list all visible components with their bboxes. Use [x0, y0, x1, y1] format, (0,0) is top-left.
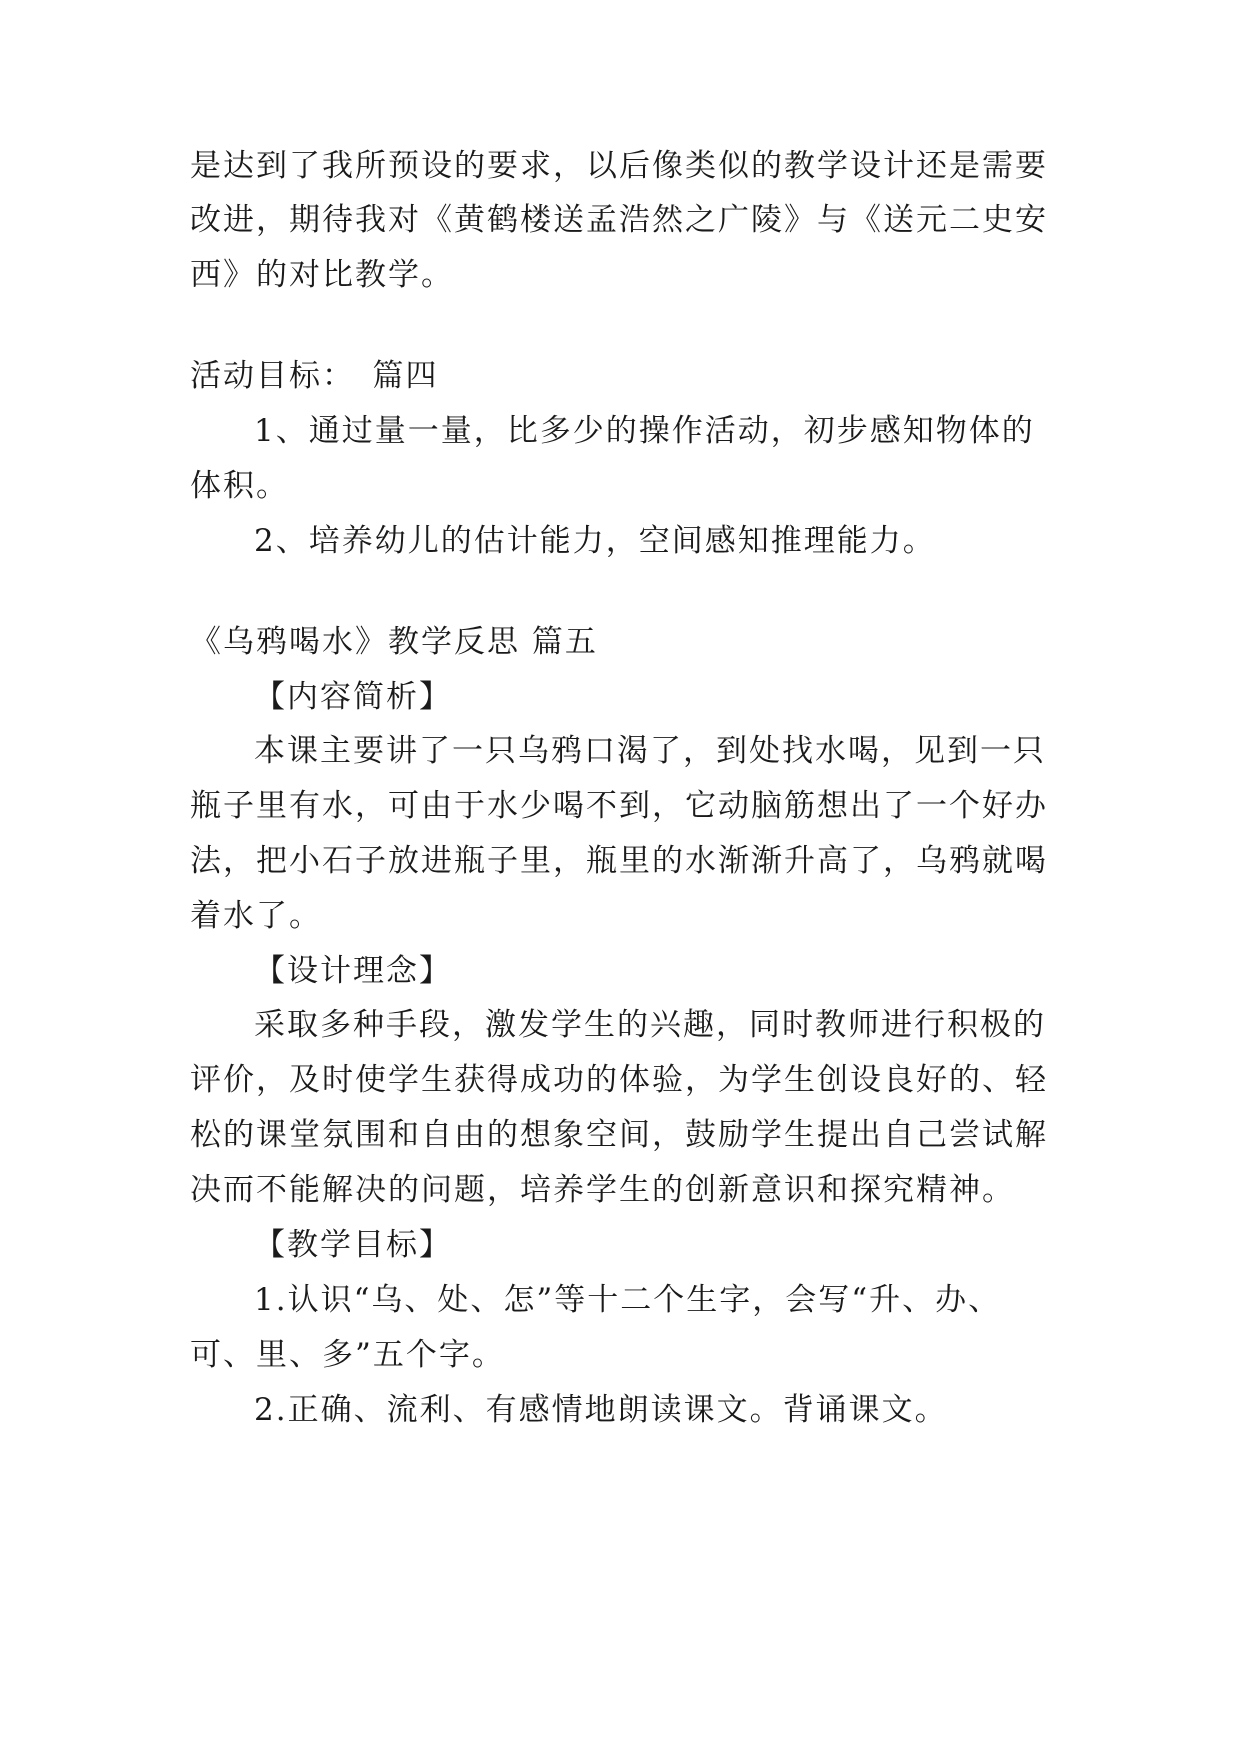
list-item-line: 1.认识“乌、处、怎”等十二个生字，会写“升、办、: [254, 1282, 1002, 1318]
list-item: 2.正确、流利、有感情地朗读课文。背诵课文。: [254, 1392, 948, 1428]
paragraph-line: 评价，及时使学生获得成功的体验，为学生创设良好的、轻: [190, 1062, 1048, 1098]
paragraph-line: 着水了。: [190, 898, 322, 934]
list-item-line: 体积。: [190, 468, 289, 504]
paragraph-line: 改进，期待我对《黄鹤楼送孟浩然之广陵》与《送元二史安: [190, 202, 1048, 238]
subsection-label: 【教学目标】: [254, 1227, 452, 1263]
list-item-line: 1、通过量一量，比多少的操作活动，初步感知物体的: [254, 413, 1035, 449]
paragraph-line: 是达到了我所预设的要求，以后像类似的教学设计还是需要: [190, 148, 1048, 184]
paragraph-line: 本课主要讲了一只乌鸦口渴了，到处找水喝，见到一只: [254, 733, 1046, 769]
section-heading: 活动目标： 篇四: [190, 358, 439, 394]
paragraph-line: 西》的对比教学。: [190, 257, 454, 293]
section-heading: 《乌鸦喝水》教学反思 篇五: [190, 624, 598, 660]
subsection-label: 【内容简析】: [254, 679, 452, 715]
paragraph-line: 采取多种手段，激发学生的兴趣，同时教师进行积极的: [254, 1007, 1046, 1043]
paragraph-line: 法，把小石子放进瓶子里，瓶里的水渐渐升高了，乌鸦就喝: [190, 843, 1048, 879]
paragraph-line: 松的课堂氛围和自由的想象空间，鼓励学生提出自己尝试解: [190, 1117, 1048, 1153]
paragraph-line: 瓶子里有水，可由于水少喝不到，它动脑筋想出了一个好办: [190, 788, 1048, 824]
subsection-label: 【设计理念】: [254, 953, 452, 989]
list-item-line: 可、里、多”五个字。: [190, 1337, 505, 1373]
paragraph-line: 决而不能解决的问题，培养学生的创新意识和探究精神。: [190, 1172, 1015, 1208]
list-item: 2、培养幼儿的估计能力，空间感知推理能力。: [254, 523, 936, 559]
